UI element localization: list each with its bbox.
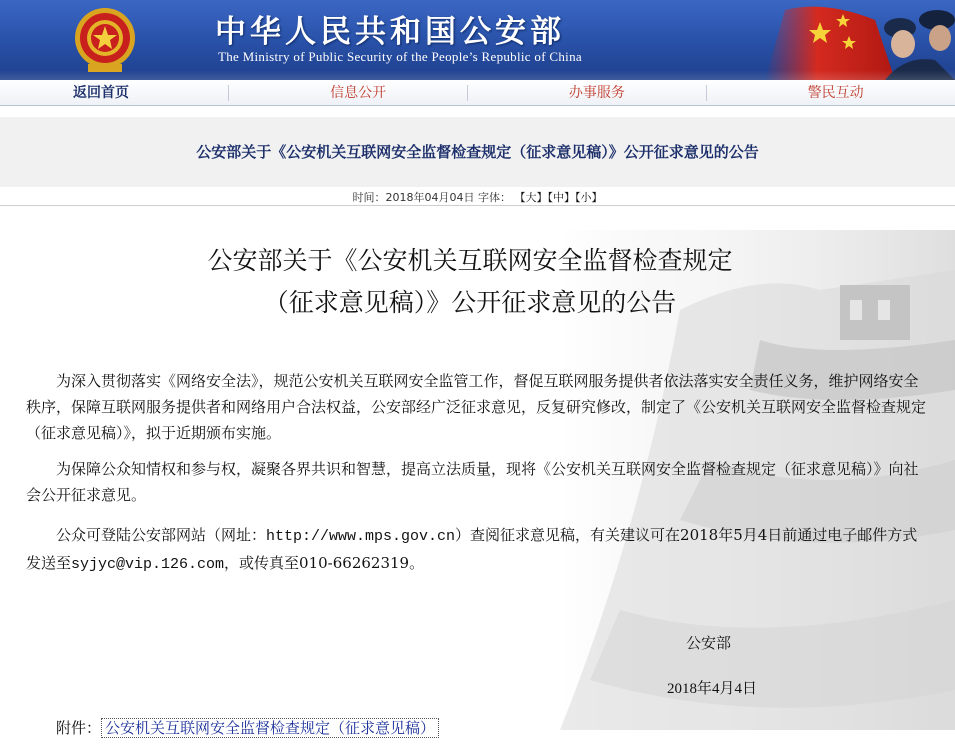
nav-item-info-disclosure[interactable] <box>239 80 478 106</box>
article-band-title: 公安部关于《公安机关互联网安全监督检查规定（征求意见稿）》公开征求意见的公告 <box>196 143 759 161</box>
nav-item-interaction[interactable] <box>716 80 955 106</box>
nav-item-label: 信息公开 <box>330 85 387 101</box>
attachment <box>56 717 439 738</box>
paragraph-text: ，或传真至010-66262319。 <box>224 554 425 572</box>
article-paragraph: 为深入贯彻落实《网络安全法》，规范公安机关互联网安全监管工作，督促互联网服务提供者依法落实安全责任义务，维护网络安全秩序，保障互联网服务提供者和网络用户合法权益，公安部经广泛征求意见，反复研究修改，制定了《公安机关互联网安全监督检查规定（征求意见稿）》，拟于近期颁布实施。 <box>26 372 927 442</box>
font-size-label: 字体： <box>478 191 511 204</box>
publish-date: 2018年04月04日 <box>385 191 475 204</box>
flag-police-image <box>745 0 955 80</box>
article-paragraph: 为保障公众知情权和参与权，凝聚各界共识和智慧，提高立法质量，现将《公安机关互联网安全监督检查规定（征求意见稿）》向社会公开征求意见。 <box>26 460 919 504</box>
main-nav <box>0 80 955 106</box>
website-url: http://www.mps.gov.cn <box>266 528 456 545</box>
nav-divider <box>706 85 707 101</box>
nav-divider <box>228 85 229 101</box>
site-subtitle: The Ministry of Public Security of the People’s Republic of China <box>218 49 582 64</box>
time-label: 时间： <box>352 191 386 204</box>
email-address: syjyc@vip.126.com <box>71 556 225 573</box>
article-paragraph <box>26 522 928 578</box>
article-title-line: 公安部关于《公安机关互联网安全监督检查规定 <box>207 246 733 275</box>
font-size-large-button[interactable]: 【大】 <box>514 191 548 204</box>
nav-item-home[interactable]: 返回首页 <box>73 85 129 101</box>
nav-item-label: 警民互动 <box>807 85 864 101</box>
site-banner <box>0 0 955 80</box>
font-size-medium-button[interactable]: 【中】 <box>547 191 575 204</box>
article-meta <box>0 189 955 205</box>
site-title: 中华人民共和国公安部 <box>215 14 565 50</box>
attachment-label: 附件： <box>56 719 102 737</box>
national-emblem-icon <box>68 4 142 76</box>
attachment-link[interactable]: 公安机关互联网安全监督检查规定（征求意见稿） <box>101 718 439 738</box>
signature-date: 2018年4月4日 <box>667 681 758 697</box>
divider <box>0 205 955 206</box>
nav-divider <box>467 85 468 101</box>
nav-item-label: 办事服务 <box>568 85 625 101</box>
article-title <box>0 240 940 324</box>
font-size-small-button[interactable]: 【小】 <box>575 191 603 204</box>
article-title-line: （征求意见稿）》公开征求意见的公告 <box>263 288 677 317</box>
paragraph-text: 公众可登陆公安部网站（网址： <box>56 526 267 544</box>
nav-item-services[interactable] <box>478 80 717 106</box>
paragraph-text: ）查阅征求意见稿，有关建议可在2018年5月4日前通过电子邮件方式发送至 <box>26 526 918 572</box>
signature-organization: 公安部 <box>686 634 732 652</box>
